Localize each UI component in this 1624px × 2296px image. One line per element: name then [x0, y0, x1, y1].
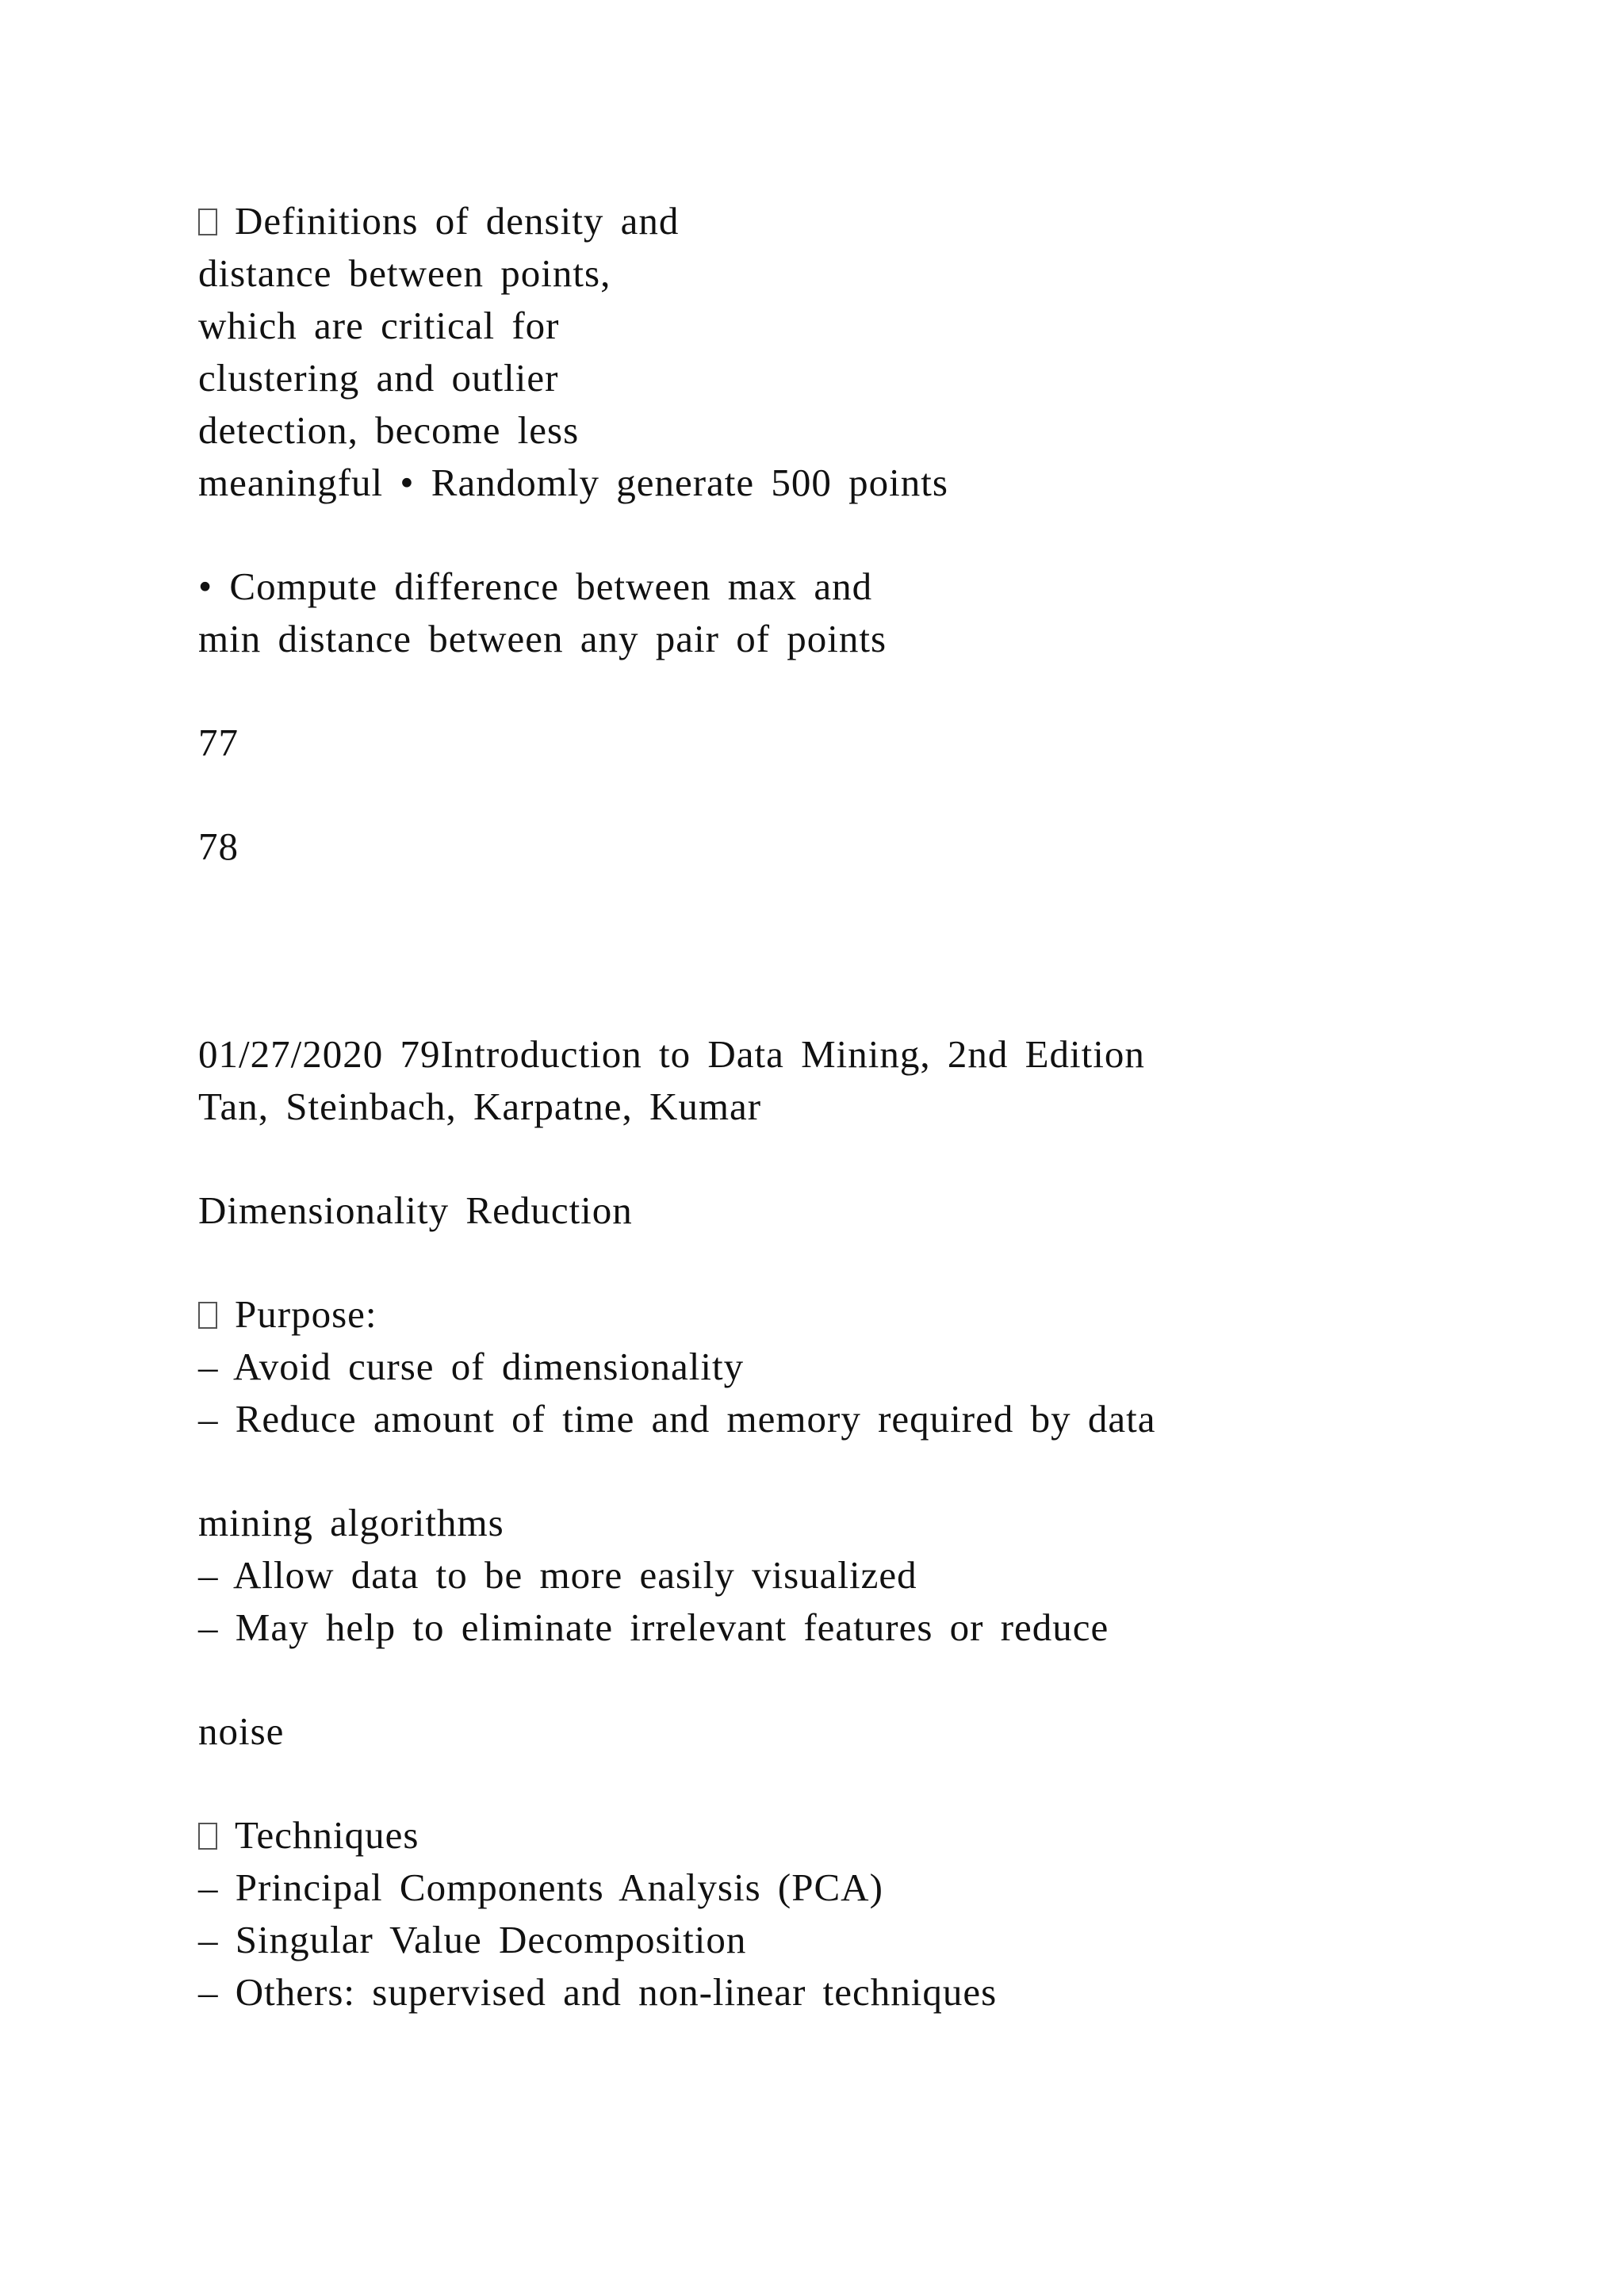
techniques-item2: – Singular Value Decomposition [198, 1918, 747, 1961]
spacer [198, 769, 1546, 821]
section-title: Dimensionality Reduction [198, 1188, 633, 1232]
purpose-item2: – Reduce amount of time and memory required by data [198, 1397, 1156, 1441]
spacer [198, 665, 1546, 717]
block1-line4: clustering and outlier [198, 356, 559, 400]
spacer [198, 509, 1546, 561]
block2-line1: • Compute difference between max and [198, 564, 873, 608]
document-body [198, 195, 1546, 2019]
techniques-heading-text: Techniques [235, 1813, 419, 1857]
purpose-item4: – May help to eliminate irrelevant features or reduce [198, 1605, 1109, 1649]
page-number-77: 77 [198, 721, 239, 764]
block1-line1-text: Definitions of density and [235, 199, 680, 243]
techniques-item1: – Principal Components Analysis (PCA) [198, 1866, 883, 1909]
block1-line3: which are critical for [198, 304, 560, 347]
spacer [198, 1654, 1546, 1705]
square-bullet-icon [198, 1823, 217, 1850]
purpose-item4-cont: noise [198, 1709, 285, 1753]
purpose-heading [198, 1288, 1546, 1341]
block1-line1 [198, 195, 1546, 247]
block1-line6: meaningful • Randomly generate 500 points [198, 461, 948, 504]
spacer [198, 1133, 1546, 1184]
spacer [198, 1237, 1546, 1288]
spacer [198, 1445, 1546, 1497]
square-bullet-icon [198, 209, 217, 235]
square-bullet-icon [198, 1302, 217, 1329]
page-number-78: 78 [198, 825, 239, 868]
block2-line2: min distance between any pair of points [198, 617, 887, 660]
spacer [198, 1758, 1546, 1809]
purpose-item1: – Avoid curse of dimensionality [198, 1345, 745, 1388]
footer-line1: 01/27/2020 79Introduction to Data Mining, 2nd Edition [198, 1032, 1145, 1076]
purpose-item2-cont: mining algorithms [198, 1501, 504, 1544]
purpose-heading-text: Purpose: [235, 1292, 377, 1336]
block1-line5: detection, become less [198, 408, 580, 452]
footer-line2: Tan, Steinbach, Karpatne, Kumar [198, 1085, 762, 1128]
spacer [198, 873, 1546, 1028]
block1-line2: distance between points, [198, 251, 611, 295]
techniques-heading [198, 1809, 1546, 1862]
purpose-item3: – Allow data to be more easily visualized [198, 1553, 917, 1597]
techniques-item3: – Others: supervised and non-linear techniques [198, 1970, 998, 2014]
